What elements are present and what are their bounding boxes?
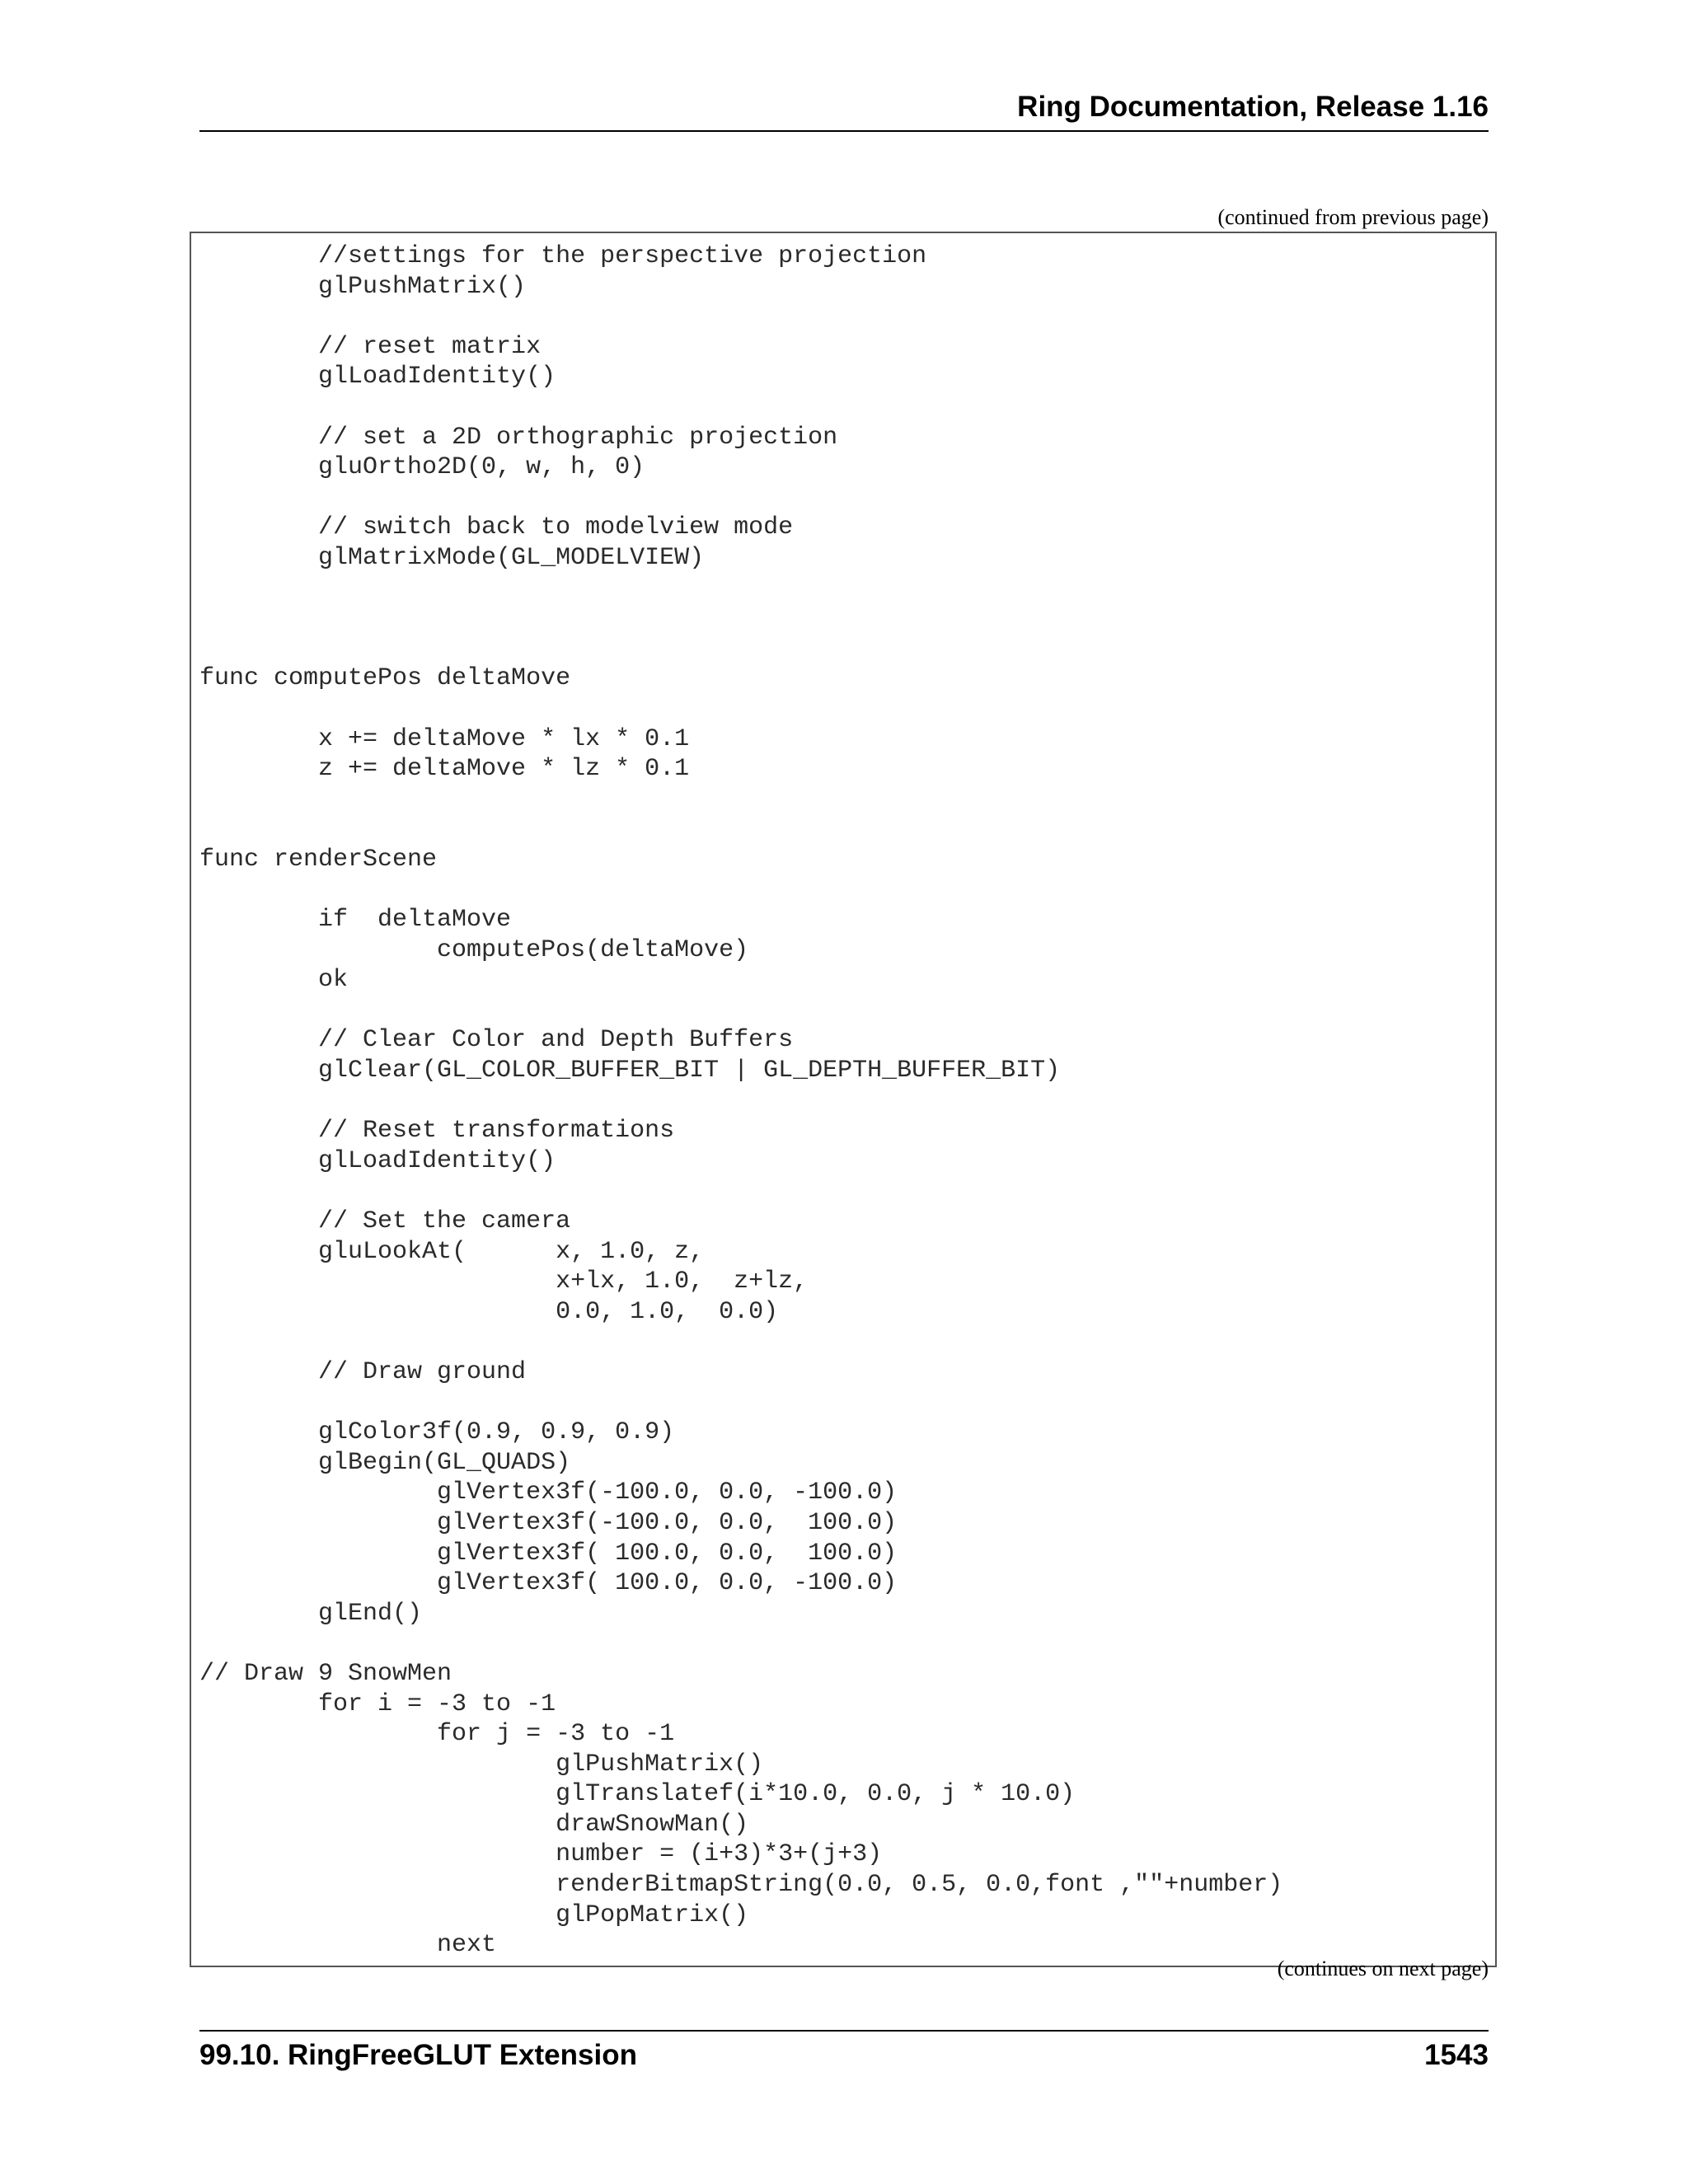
code-line bbox=[199, 1327, 1282, 1357]
code-line: glVertex3f( 100.0, 0.0, 100.0) bbox=[199, 1539, 898, 1568]
code-line: number = (i+3)*3+(j+3) bbox=[199, 1840, 883, 1869]
code-line: renderBitmapString(0.0, 0.5, 0.0,font ,""+number) bbox=[199, 1871, 1283, 1900]
code-line: glPushMatrix() bbox=[199, 1750, 764, 1779]
code-line: // Set the camera bbox=[199, 1207, 571, 1235]
code-line: // switch back to modelview mode bbox=[199, 513, 794, 542]
running-header-title: Ring Documentation, Release 1.16 bbox=[1017, 91, 1489, 123]
page-number: 1543 bbox=[1424, 2039, 1489, 2071]
code-line: 0.0, 1.0, 0.0) bbox=[199, 1297, 779, 1326]
code-line bbox=[199, 1086, 1282, 1117]
code-line: glColor3f(0.9, 0.9, 0.9) bbox=[199, 1418, 675, 1447]
code-line bbox=[199, 874, 1282, 905]
code-line: //settings for the perspective projection bbox=[199, 242, 927, 270]
code-lines bbox=[199, 241, 1282, 1961]
code-line: for j = -3 to -1 bbox=[199, 1720, 675, 1749]
code-line: glLoadIdentity() bbox=[199, 363, 556, 391]
code-line bbox=[199, 483, 1282, 513]
code-line: glMatrixMode(GL_MODELVIEW) bbox=[199, 543, 705, 572]
code-line bbox=[199, 1388, 1282, 1418]
code-line bbox=[199, 785, 1282, 815]
code-line bbox=[199, 814, 1282, 845]
code-line: if deltaMove bbox=[199, 906, 512, 935]
code-line: // Reset transformations bbox=[199, 1117, 675, 1146]
footer-divider bbox=[199, 2030, 1489, 2032]
code-line: gluOrtho2D(0, w, h, 0) bbox=[199, 453, 645, 482]
code-line: // set a 2D orthographic projection bbox=[199, 423, 838, 452]
code-line: // reset matrix bbox=[199, 332, 542, 361]
code-line: func computePos deltaMove bbox=[199, 664, 571, 693]
code-line bbox=[199, 996, 1282, 1026]
code-line: gluLookAt( x, 1.0, z, bbox=[199, 1237, 705, 1266]
continued-from-label: (continued from previous page) bbox=[1217, 205, 1489, 229]
code-line bbox=[199, 634, 1282, 664]
code-line: drawSnowMan() bbox=[199, 1810, 749, 1839]
code-block bbox=[190, 232, 1497, 1967]
code-line: glTranslatef(i*10.0, 0.0, j * 10.0) bbox=[199, 1780, 1076, 1809]
code-line: next bbox=[199, 1931, 497, 1960]
code-line bbox=[199, 1176, 1282, 1207]
code-line: glVertex3f( 100.0, 0.0, -100.0) bbox=[199, 1569, 898, 1598]
code-line: glPopMatrix() bbox=[199, 1900, 749, 1929]
code-line: for i = -3 to -1 bbox=[199, 1690, 556, 1718]
code-line bbox=[199, 603, 1282, 634]
code-line: x+lx, 1.0, z+lz, bbox=[199, 1268, 809, 1296]
code-line: glEnd() bbox=[199, 1599, 423, 1628]
code-line: func renderScene bbox=[199, 845, 438, 874]
code-line: glPushMatrix() bbox=[199, 272, 527, 301]
code-line: glLoadIdentity() bbox=[199, 1146, 556, 1175]
code-line: glClear(GL_COLOR_BUFFER_BIT | GL_DEPTH_BUFFER_BIT) bbox=[199, 1057, 1061, 1085]
continues-next-label: (continues on next page) bbox=[1277, 1957, 1489, 1980]
code-line: glVertex3f(-100.0, 0.0, -100.0) bbox=[199, 1479, 898, 1507]
code-line bbox=[199, 574, 1282, 604]
code-line: // Draw 9 SnowMen bbox=[199, 1659, 452, 1688]
code-line bbox=[199, 1629, 1282, 1659]
code-line: x += deltaMove * lx * 0.1 bbox=[199, 724, 690, 753]
code-line: // Draw ground bbox=[199, 1357, 527, 1386]
code-line: glVertex3f(-100.0, 0.0, 100.0) bbox=[199, 1508, 898, 1537]
code-line bbox=[199, 694, 1282, 724]
code-line: computePos(deltaMove) bbox=[199, 935, 749, 964]
header-divider bbox=[199, 130, 1489, 132]
code-line: // Clear Color and Depth Buffers bbox=[199, 1026, 794, 1055]
code-line bbox=[199, 302, 1282, 332]
code-line: glBegin(GL_QUADS) bbox=[199, 1448, 571, 1477]
code-line: z += deltaMove * lz * 0.1 bbox=[199, 755, 690, 784]
footer-section-title: 99.10. RingFreeGLUT Extension bbox=[199, 2039, 637, 2071]
code-line: ok bbox=[199, 966, 349, 995]
code-line bbox=[199, 392, 1282, 423]
